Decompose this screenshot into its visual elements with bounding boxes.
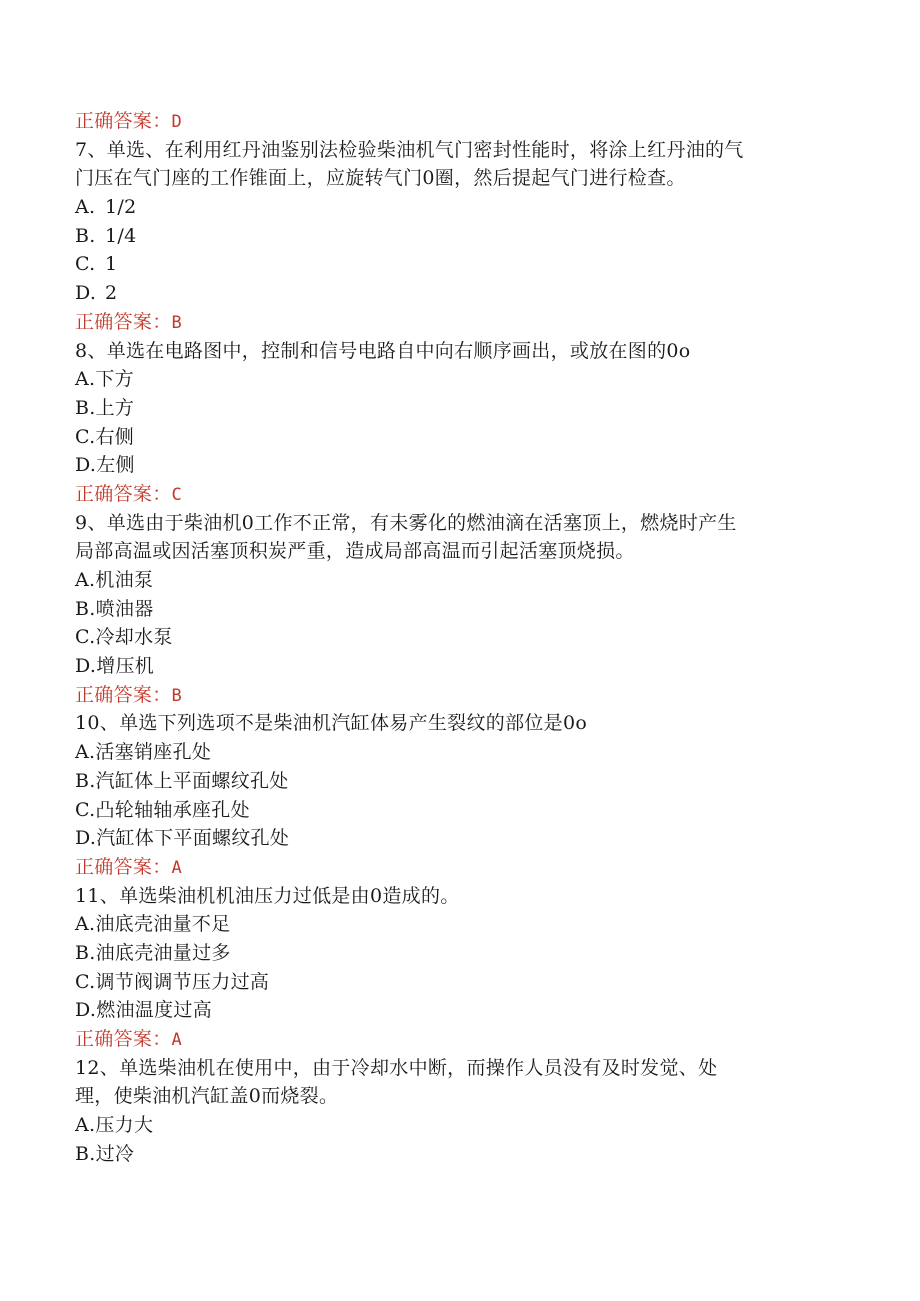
- question-text-line: 11、单选柴油机机油压力过低是由0造成的。: [75, 884, 460, 907]
- answer-label: 正确答案：: [75, 683, 172, 706]
- option-text: 左侧: [96, 454, 135, 477]
- option-letter: D.: [75, 655, 97, 678]
- question-text-line: 9、单选由于柴油机0工作不正常，有未雾化的燃油滴在活塞顶上，燃烧时产生: [75, 511, 737, 534]
- option-text: 油底壳油量不足: [95, 913, 231, 936]
- question-text-line: 12、单选柴油机在使用中，由于冷却水中断，而操作人员没有及时发觉、处: [75, 1056, 718, 1079]
- option-line: [75, 652, 855, 681]
- option-line: [75, 968, 855, 997]
- option-line: [75, 365, 855, 394]
- answer-line: [75, 853, 855, 882]
- option-letter: B.: [75, 224, 96, 247]
- option-text: 下方: [95, 368, 134, 391]
- option-line: [75, 595, 855, 624]
- option-line: [75, 910, 855, 939]
- option-letter: B.: [75, 597, 96, 620]
- option-line: [75, 738, 855, 767]
- option-line: [75, 623, 855, 652]
- answer-value: A: [171, 1030, 183, 1050]
- option-text: 1: [105, 253, 118, 276]
- option-letter: C.: [75, 425, 96, 448]
- question-text-line: 8、单选在电路图中，控制和信号电路自中向右顺序画出，或放在图的0o: [75, 339, 691, 362]
- answer-value: B: [171, 685, 183, 706]
- option-letter: B.: [75, 396, 96, 419]
- option-text: 右侧: [95, 425, 135, 448]
- option-text: 油底壳油量过多: [95, 941, 231, 964]
- answer-value: A: [171, 857, 183, 878]
- option-line: [75, 566, 855, 595]
- option-text: 调节阀调节压力过高: [95, 970, 270, 993]
- option-letter: C.: [75, 798, 96, 821]
- option-line: [75, 1111, 855, 1140]
- option-letter: A.: [75, 741, 96, 764]
- option-letter: A.: [75, 1114, 96, 1137]
- document-page: [75, 107, 855, 1168]
- option-letter: D.: [75, 454, 97, 477]
- option-letter: D.: [75, 827, 97, 850]
- option-text: 机油泵: [95, 569, 154, 591]
- option-text: 增压机: [96, 655, 155, 678]
- option-letter: B.: [75, 769, 96, 792]
- option-text: 压力大: [95, 1114, 154, 1137]
- option-line: [75, 824, 855, 853]
- option-letter: A.: [75, 368, 96, 391]
- option-text: 上方: [95, 396, 135, 419]
- option-text: 汽缸体下平面螺纹孔处: [96, 827, 290, 850]
- option-letter: D.: [75, 999, 97, 1022]
- option-line: [75, 193, 855, 222]
- option-line: [75, 767, 855, 796]
- option-letter: D.: [75, 282, 97, 305]
- answer-line: [75, 480, 855, 509]
- option-letter: A.: [75, 913, 96, 936]
- question-text-line: 10、单选下列选项不是柴油机汽缸体易产生裂纹的部位是0o: [75, 712, 588, 735]
- option-line: [75, 1140, 855, 1169]
- option-line: [75, 796, 855, 825]
- option-text: 2: [105, 282, 118, 305]
- option-text: 汽缸体上平面螺纹孔处: [95, 769, 289, 792]
- answer-line: [75, 107, 855, 136]
- option-letter: B.: [75, 1142, 96, 1165]
- option-line: [75, 250, 855, 279]
- option-line: [75, 222, 855, 251]
- option-text: 凸轮轴轴承座孔处: [95, 798, 250, 821]
- option-letter: C.: [75, 626, 96, 649]
- answer-label: 正确答案：: [75, 310, 172, 333]
- option-line: [75, 279, 855, 308]
- answer-value: B: [171, 312, 183, 333]
- answer-value: C: [171, 484, 183, 505]
- option-text: 1/4: [105, 224, 137, 247]
- option-text: 燃油温度过高: [96, 999, 213, 1022]
- answer-line: [75, 681, 855, 710]
- option-letter: A.: [75, 569, 96, 591]
- answer-value: D: [171, 112, 183, 132]
- option-text: 1/2: [105, 196, 137, 219]
- question-text-line: 局部高温或因活塞顶积炭严重，造成局部高温而引起活塞顶烧损。: [75, 540, 635, 563]
- answer-label: 正确答案：: [75, 110, 172, 132]
- option-line: [75, 394, 855, 423]
- option-text: 冷却水泵: [95, 626, 173, 649]
- option-line: [75, 451, 855, 480]
- option-line: [75, 423, 855, 452]
- answer-line: [75, 1025, 855, 1054]
- option-line: [75, 996, 855, 1025]
- option-letter: B.: [75, 941, 96, 964]
- question-text-line: 7、单选、在利用红丹油鉴别法检验柴油机气门密封性能时，将涂上红丹油的气: [75, 138, 744, 161]
- answer-label: 正确答案：: [75, 1028, 172, 1050]
- question-text-line: 理，使柴油机汽缸盖0而烧裂。: [75, 1085, 339, 1108]
- option-text: 过冷: [95, 1142, 135, 1165]
- option-text: 活塞销座孔处: [95, 741, 212, 764]
- option-letter: C.: [75, 970, 96, 993]
- answer-label: 正确答案：: [75, 482, 172, 505]
- option-text: 喷油器: [95, 597, 154, 620]
- option-letter: C.: [75, 253, 96, 276]
- option-line: [75, 939, 855, 968]
- question-text-line: 门压在气门座的工作锥面上，应旋转气门0圈，然后提起气门进行检查。: [75, 167, 686, 190]
- answer-line: [75, 308, 855, 337]
- option-letter: A.: [75, 196, 96, 219]
- answer-label: 正确答案：: [75, 855, 172, 878]
